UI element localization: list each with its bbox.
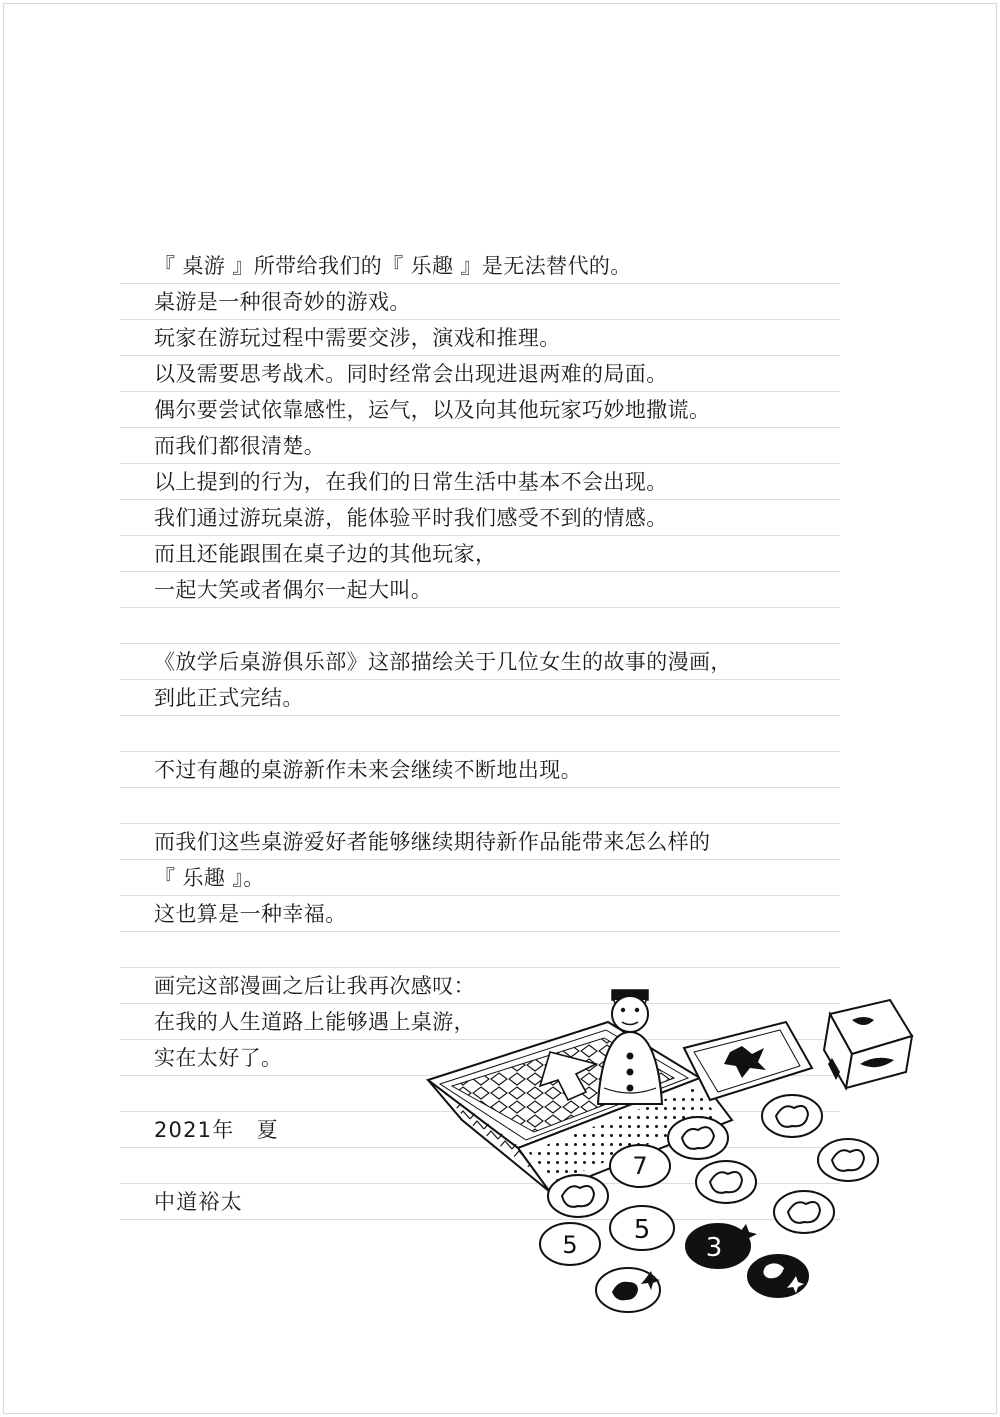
text-line: 画完这部漫画之后让我再次感叹： [120, 968, 840, 1004]
svg-text:5: 5 [633, 1215, 651, 1245]
text-line: 偶尔要尝试依靠感性，运气，以及向其他玩家巧妙地撒谎。 [120, 392, 840, 428]
text-line-blank [120, 716, 840, 752]
svg-text:5: 5 [562, 1231, 578, 1259]
date-line: 2021年 夏 [120, 1112, 840, 1148]
text-line: 玩家在游玩过程中需要交涉，演戏和推理。 [120, 320, 840, 356]
text-line: 在我的人生道路上能够遇上桌游， [120, 1004, 840, 1040]
text-line: 桌游是一种很奇妙的游戏。 [120, 284, 840, 320]
text-line: 而且还能跟围在桌子边的其他玩家， [120, 536, 840, 572]
text-line-blank [120, 788, 840, 824]
text-line: 到此正式完结。 [120, 680, 840, 716]
text-line: 实在太好了。 [120, 1040, 840, 1076]
svg-text:7: 7 [632, 1152, 648, 1180]
text-line-blank [120, 608, 840, 644]
large-die [824, 1000, 912, 1088]
text-line: 『 桌游 』所带给我们的『 乐趣 』是无法替代的。 [120, 248, 840, 284]
text-line: 我们通过游玩桌游，能体验平时我们感受不到的情感。 [120, 500, 840, 536]
svg-text:3: 3 [705, 1233, 723, 1263]
text-line: 不过有趣的桌游新作未来会继续不断地出现。 [120, 752, 840, 788]
text-line: 以上提到的行为，在我们的日常生活中基本不会出现。 [120, 464, 840, 500]
text-line: 而我们这些桌游爱好者能够继续期待新作品能带来怎么样的 [120, 824, 840, 860]
text-line: 一起大笑或者偶尔一起大叫。 [120, 572, 840, 608]
author-signature-line: 中道裕太 [120, 1184, 840, 1220]
text-line: 这也算是一种幸福。 [120, 896, 840, 932]
board-game-illustration [400, 960, 930, 1320]
text-line: 以及需要思考战术。同时经常会出现进退两难的局面。 [120, 356, 840, 392]
text-line: 《放学后桌游俱乐部》这部描绘关于几位女生的故事的漫画， [120, 644, 840, 680]
text-line: 而我们都很清楚。 [120, 428, 840, 464]
text-line: 『 乐趣 』。 [120, 860, 840, 896]
game-board-card [684, 1022, 812, 1100]
